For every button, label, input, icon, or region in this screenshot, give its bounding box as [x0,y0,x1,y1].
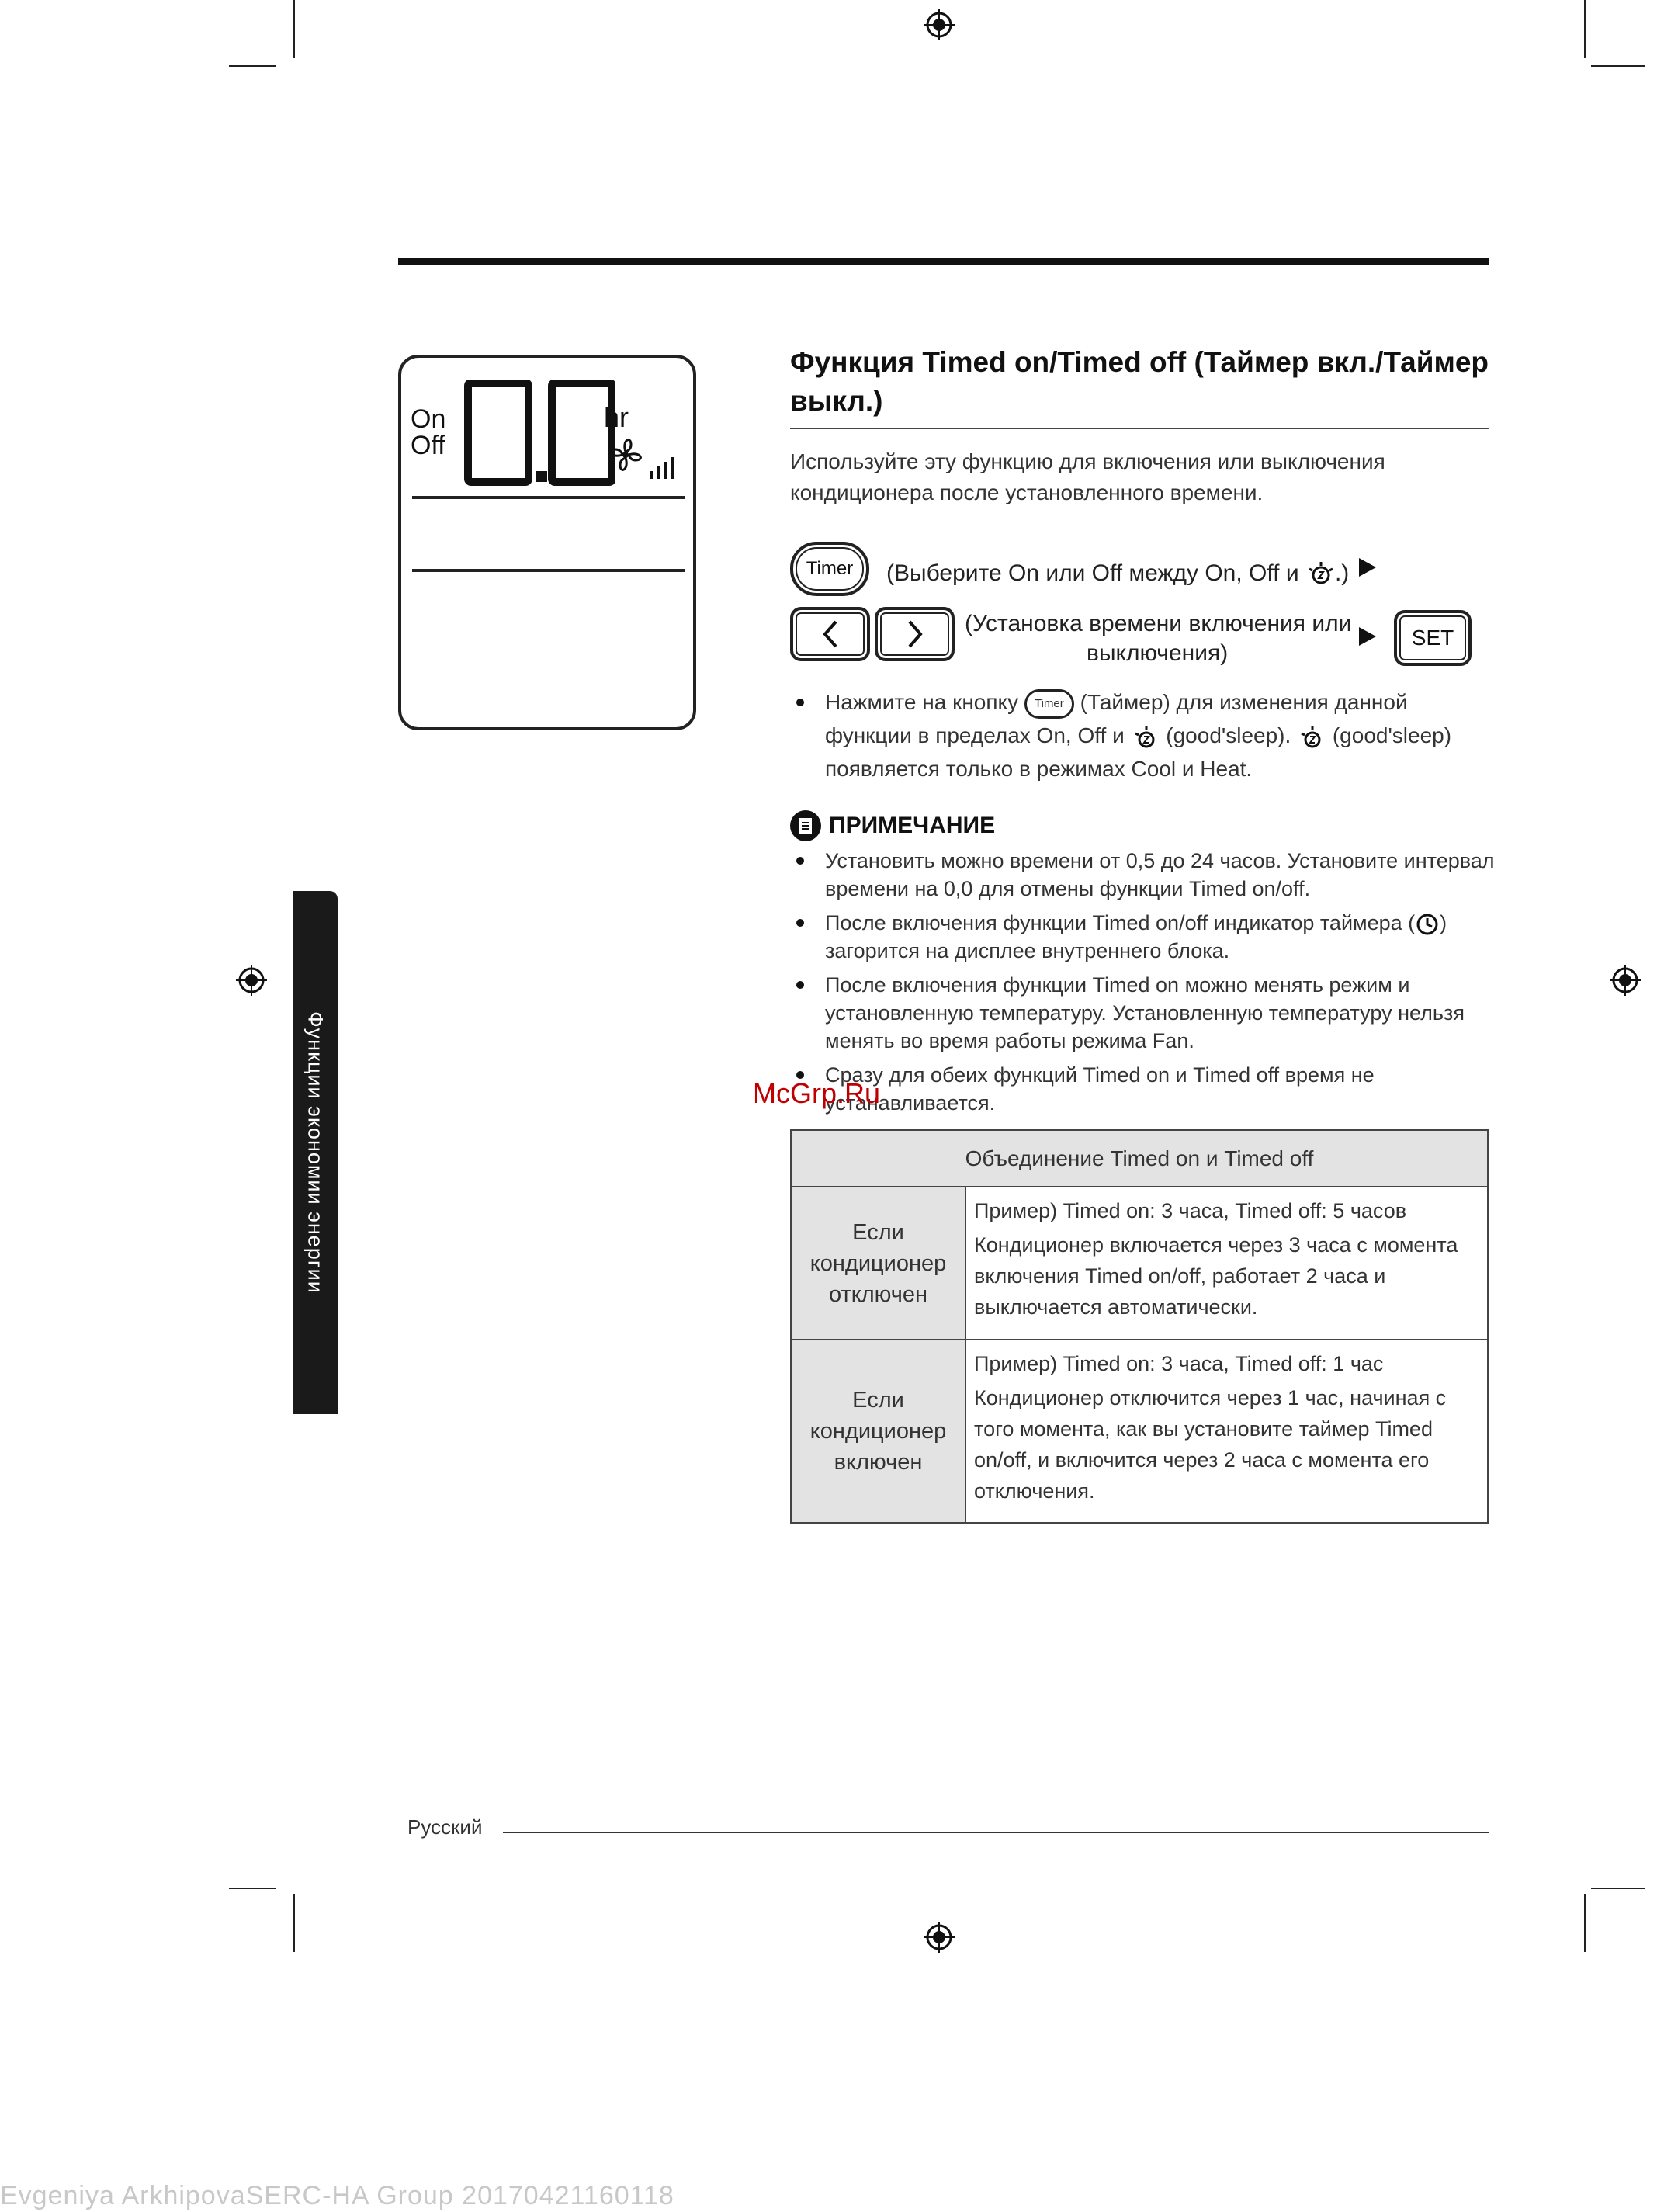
timer-indicator-icon [1415,912,1440,937]
title-rule [790,428,1489,429]
set-button[interactable]: SET [1394,610,1472,666]
good-sleep-icon [1131,723,1160,752]
note-heading: ПРИМЕЧАНИЕ [790,810,995,841]
table-row [791,1187,1488,1340]
watermark-text: McGrp.Ru [753,1077,881,1109]
lcd-on-label: On [411,404,446,434]
crop-mark [229,1888,276,1889]
inline-timer-button-icon: Timer [1024,689,1074,719]
timer-button[interactable]: Timer [790,542,869,596]
footer-language: Русский [407,1815,483,1839]
right-arrow-button[interactable] [875,607,955,661]
intro-text: Используйте эту функцию для включения или выключения кондиционера после установленного времени. [790,449,1385,504]
note-icon [790,810,821,841]
section-title: Функция Timed on/Timed off (Таймер вкл./Таймер выкл.) [790,346,1489,417]
registration-mark-icon [924,1922,955,1953]
bullet-dot [796,857,804,865]
step-2-text-line2: выключения) [1087,640,1229,666]
chevron-right-icon [903,619,927,650]
timer-bullet-line1: Нажмите на кнопку Timer (Таймер) для изменения данной [825,685,1408,719]
registration-mark-icon [1610,965,1641,996]
bullet-dot [796,981,804,989]
note-item-2-line2: загорится на дисплее внутреннего блока. [825,939,1230,962]
crop-mark [1584,0,1586,58]
note-item-4-line2: устанавливается. [825,1091,996,1115]
lcd-off-label: Off [411,431,445,460]
fan-icon [605,434,647,476]
section-side-tab [293,891,338,1414]
crop-mark [1591,65,1645,67]
note-item-1-line1: Установить можно времени от 0,5 до 24 часов. Установите интервал [825,849,1495,872]
table-row-label: Если кондиционер отключен [791,1187,965,1340]
chevron-left-icon [819,619,842,650]
crop-mark [1584,1894,1586,1952]
note-item-2-line1: После включения функции Timed on/off индикатор таймера ( ) [825,909,1447,937]
step-1-text: (Выберите On или Off между On, Off и .) [886,559,1349,589]
crop-mark [293,1894,295,1952]
lcd-divider [412,496,685,499]
example-text: Пример) Timed on: 3 часа, Timed off: 5 часов [974,1199,1407,1222]
combination-table [790,1129,1489,1524]
table-row-label: Если кондиционер включен [791,1340,965,1523]
timer-bullet-line2: функции в пределах On, Off и (good'sleep). (good'sleep) [825,719,1451,752]
good-sleep-icon [1305,560,1335,589]
registration-mark-icon [236,965,267,996]
note-item-3-line1: После включения функции Timed on можно менять режим и [825,973,1410,997]
step-2-text-line1: (Установка времени включения или [965,611,1352,636]
good-sleep-icon [1297,723,1326,752]
note-item-3-line3: менять во время работы режима Fan. [825,1029,1194,1052]
next-step-arrow-icon [1359,558,1376,577]
bullet-dot [796,919,804,927]
note-item-3-line2: установленную температуру. Установленную температуру нельзя [825,1001,1465,1025]
table-header: Объединение Timed on и Timed off [791,1130,1488,1187]
table-row [791,1340,1488,1523]
left-arrow-button[interactable] [790,607,870,661]
print-stamp: Evgeniya ArkhipovaSERC-HA Group 20170421160118 [0,2181,674,2210]
side-tab-label: Функции экономии энергии [303,1011,328,1294]
crop-mark [1591,1888,1645,1889]
example-text: Пример) Timed on: 3 часа, Timed off: 1 час [974,1352,1384,1375]
registration-mark-icon [924,9,955,40]
crop-mark [229,65,276,67]
next-step-arrow-icon [1359,627,1376,646]
crop-mark [293,0,295,58]
signal-bars-icon [648,457,674,479]
lcd-divider [412,569,685,572]
note-item-1-line2: времени на 0,0 для отмены функции Timed on/off. [825,877,1311,900]
bullet-dot [796,699,804,706]
lcd-digits [463,380,615,488]
timer-bullet-line3: появляется только в режимах Cool и Heat. [825,757,1253,781]
lcd-display [398,355,696,730]
header-rule [398,258,1489,265]
table-row-description: Пример) Timed on: 3 часа, Timed off: 1 час Кондиционер отключится через 1 час, начиная с того момента, как вы установите таймер Timed on/off, и включится через 2 часа с момента его отключения. [965,1340,1488,1523]
lcd-unit-label: hr [604,401,629,433]
table-row-description: Пример) Timed on: 3 часа, Timed off: 5 часов Кондиционер включается через 3 часа с момента включения Timed on/off, работает 2 часа и выключается автоматически. [965,1187,1488,1340]
footer-rule [503,1832,1489,1833]
note-item-4-line1: Сразу для обеих функций Timed on и Timed off время не [825,1063,1375,1087]
